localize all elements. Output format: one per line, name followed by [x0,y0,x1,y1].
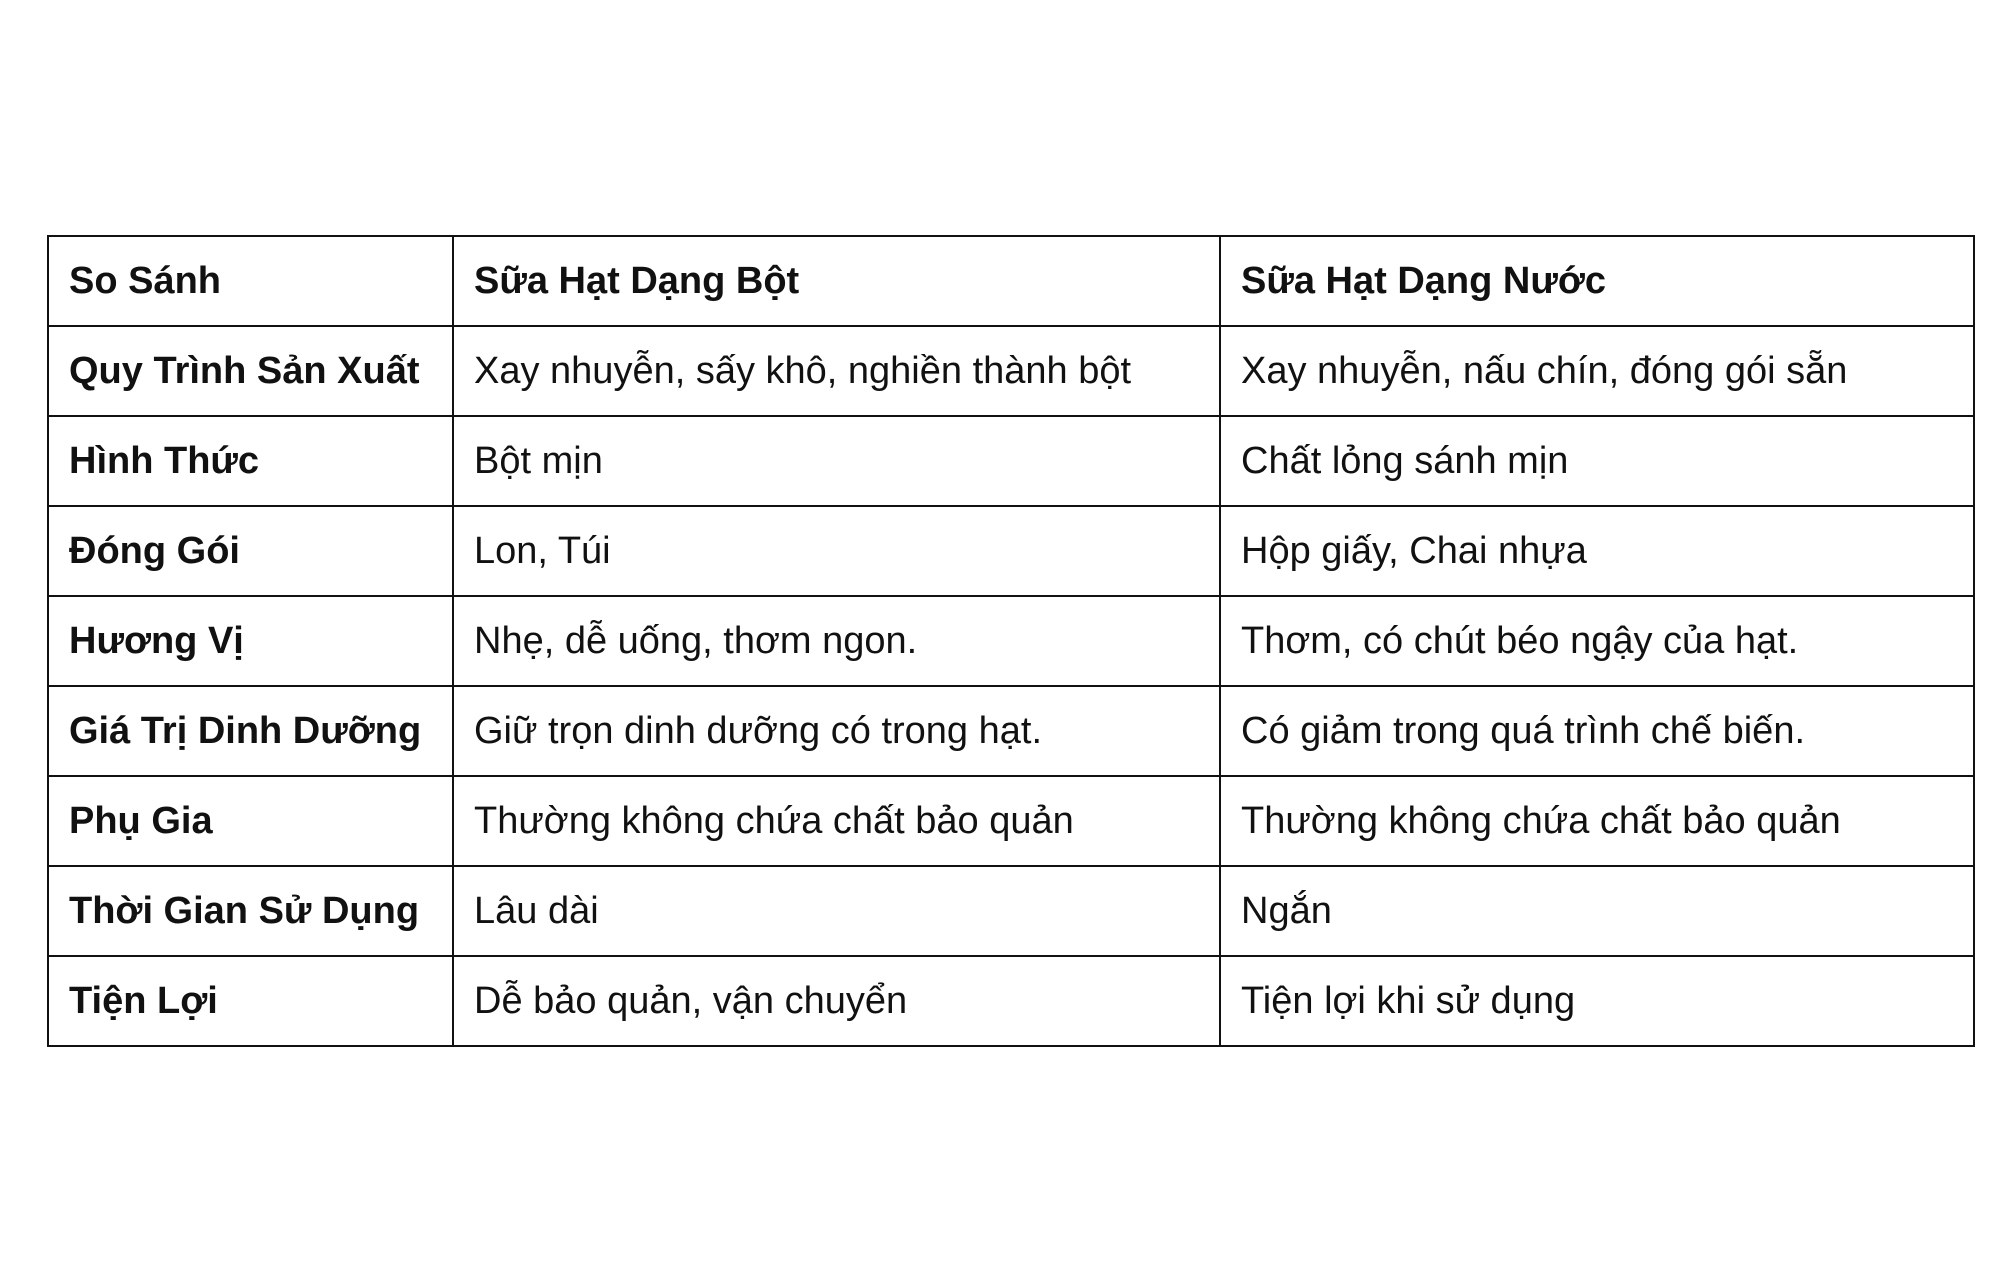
header-compare: So Sánh [48,236,453,326]
powder-cell: Thường không chứa chất bảo quản [453,776,1220,866]
table-row [48,416,1974,506]
row-label: Quy Trình Sản Xuất [48,326,453,416]
table-row [48,866,1974,956]
powder-cell: Giữ trọn dinh dưỡng có trong hạt. [453,686,1220,776]
powder-cell: Bột mịn [453,416,1220,506]
row-label: Giá Trị Dinh Dưỡng [48,686,453,776]
row-label: Hương Vị [48,596,453,686]
row-label: Tiện Lợi [48,956,453,1046]
row-label: Thời Gian Sử Dụng [48,866,453,956]
table-row [48,686,1974,776]
row-label: Phụ Gia [48,776,453,866]
table-row [48,956,1974,1046]
row-label: Đóng Gói [48,506,453,596]
liquid-cell: Có giảm trong quá trình chế biến. [1220,686,1974,776]
table-header-row [48,236,1974,326]
powder-cell: Dễ bảo quản, vận chuyển [453,956,1220,1046]
table-row [48,506,1974,596]
liquid-cell: Ngắn [1220,866,1974,956]
header-liquid-milk: Sữa Hạt Dạng Nước [1220,236,1974,326]
liquid-cell: Chất lỏng sánh mịn [1220,416,1974,506]
row-label: Hình Thức [48,416,453,506]
liquid-cell: Tiện lợi khi sử dụng [1220,956,1974,1046]
powder-cell: Lâu dài [453,866,1220,956]
liquid-cell: Thường không chứa chất bảo quản [1220,776,1974,866]
liquid-cell: Xay nhuyễn, nấu chín, đóng gói sẵn [1220,326,1974,416]
table-row [48,776,1974,866]
table-row [48,596,1974,686]
powder-cell: Nhẹ, dễ uống, thơm ngon. [453,596,1220,686]
table-row [48,326,1974,416]
comparison-table [47,235,1975,1047]
powder-cell: Lon, Túi [453,506,1220,596]
header-powder-milk: Sữa Hạt Dạng Bột [453,236,1220,326]
liquid-cell: Hộp giấy, Chai nhựa [1220,506,1974,596]
liquid-cell: Thơm, có chút béo ngậy của hạt. [1220,596,1974,686]
powder-cell: Xay nhuyễn, sấy khô, nghiền thành bột [453,326,1220,416]
